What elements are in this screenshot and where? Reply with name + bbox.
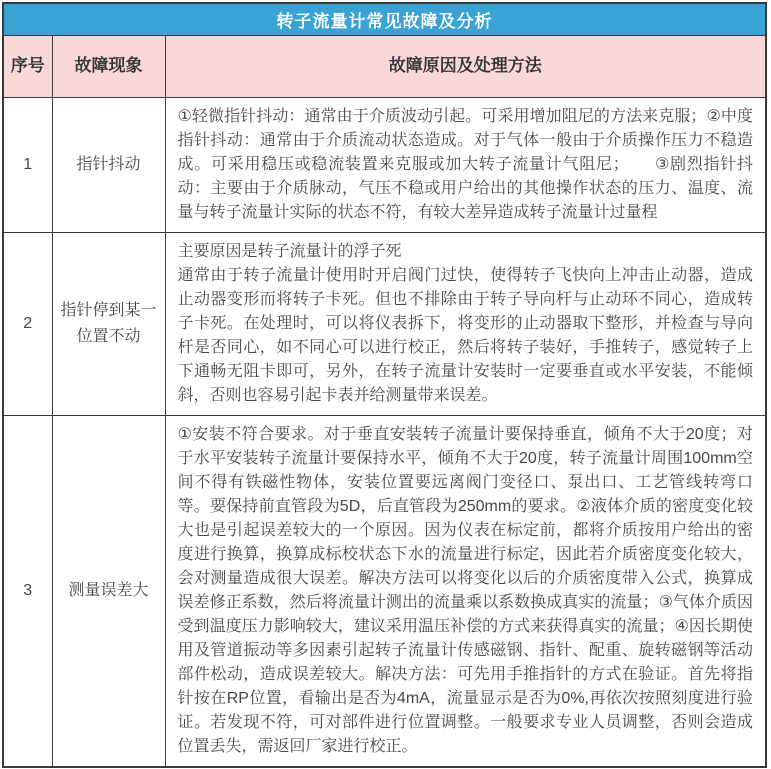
title-row — [3, 3, 766, 35]
table-row — [3, 97, 766, 232]
fault-phenomenon-cell: 指针抖动 — [52, 97, 165, 232]
row-number-cell: 3 — [3, 415, 52, 767]
analysis-paragraph: 通常由于转子流量计使用时开启阀门过快，使得转子飞快向上冲击止动器，造成止动器变形而将转子卡死。但也不排除由于转子导向杆与止动环不同心，造成转子卡死。在处理时，可以将仪表拆下，将变形的止动器取下整形，并检查与导向杆是否同心，如不同心可以进行校正，然后将转子装好，手推转子，感觉转子上下通畅无阻卡即可，另外，在转子流量计安装时一定要垂直或水平安装，不能倾斜，否则也容易引起卡表并给测量带来误差。 — [177, 266, 753, 404]
fault-phenomenon-cell: 测量误差大 — [52, 415, 165, 767]
fault-analysis-cell — [165, 415, 766, 767]
table-row — [3, 415, 766, 767]
analysis-paragraph: ①轻微指针抖动：通常由于介质波动引起。可采用增加阻尼的方法来克服；②中度指针抖动：通常由于介质流动状态造成。对于气体一般由于介质操作压力不稳造成。可采用稳压或稳流装置来克服或加大转子流量计气阻尼； ③剧烈指针抖动：主要由于介质脉动，气压不稳或用户给出的其他操作状态的压力、温度、流量与转子流量计实际的状态不符，有较大差异造成转子流量计过量程 — [177, 107, 753, 221]
analysis-paragraph: ①安装不符合要求。对于垂直安装转子流量计要保持垂直，倾角不大于20度；对于水平安装转子流量计要保持水平，倾角不大于20度，转子流量计周围100mm空间不得有铁磁性物体，安装位置要远离阀门变径口、泵出口、工艺管线转弯口等。要保持前直管段为5D，后直管段为250mm的要求。②液体介质的密度变化较大也是引起误差较大的一个原因。因为仪表在标定前，都将介质按用户给出的密度进行换算，换算成标校状态下水的流量进行标定，因此若介质密度变化较大，会对测量造成很大误差。解决方法可以将变化以后的介质密度带入公式，换算成误差修正系数，然后将流量计测出的流量乘以系数换成真实的流量；③气体介质因受到温度压力影响较大，建议采用温压补偿的方式来获得真实的流量；④因长期使用及管道振动等多因素引起转子流量计传感磁钢、指针、配重、旋转磁钢等活动部件松动，造成误差较大。解决方法：可先用手推指针的方式在验证。首先将指针按在RP位置，看输出是否为4mA，流量显示是否为0%,再依次按照刻度进行验证。若发现不符，可对部件进行位置调整。一般要求专业人员调整，否则会造成位置丢失，需返回厂家进行校正。 — [177, 425, 753, 755]
row-number-cell: 1 — [3, 97, 52, 232]
fault-analysis-cell — [165, 232, 766, 415]
table-body — [3, 97, 766, 767]
fault-phenomenon-cell: 指针停到某一位置不动 — [52, 232, 165, 415]
fault-analysis-table — [2, 2, 767, 768]
column-header-row — [3, 35, 766, 97]
row-number-cell: 2 — [3, 232, 52, 415]
table-row — [3, 232, 766, 415]
table-title: 转子流量计常见故障及分析 — [3, 3, 766, 35]
column-header-phenomenon: 故障现象 — [52, 35, 165, 97]
analysis-paragraph: 主要原因是转子流量计的浮子死 — [177, 242, 402, 260]
column-header-no: 序号 — [3, 35, 52, 97]
fault-analysis-cell — [165, 97, 766, 232]
column-header-analysis: 故障原因及处理方法 — [165, 35, 766, 97]
